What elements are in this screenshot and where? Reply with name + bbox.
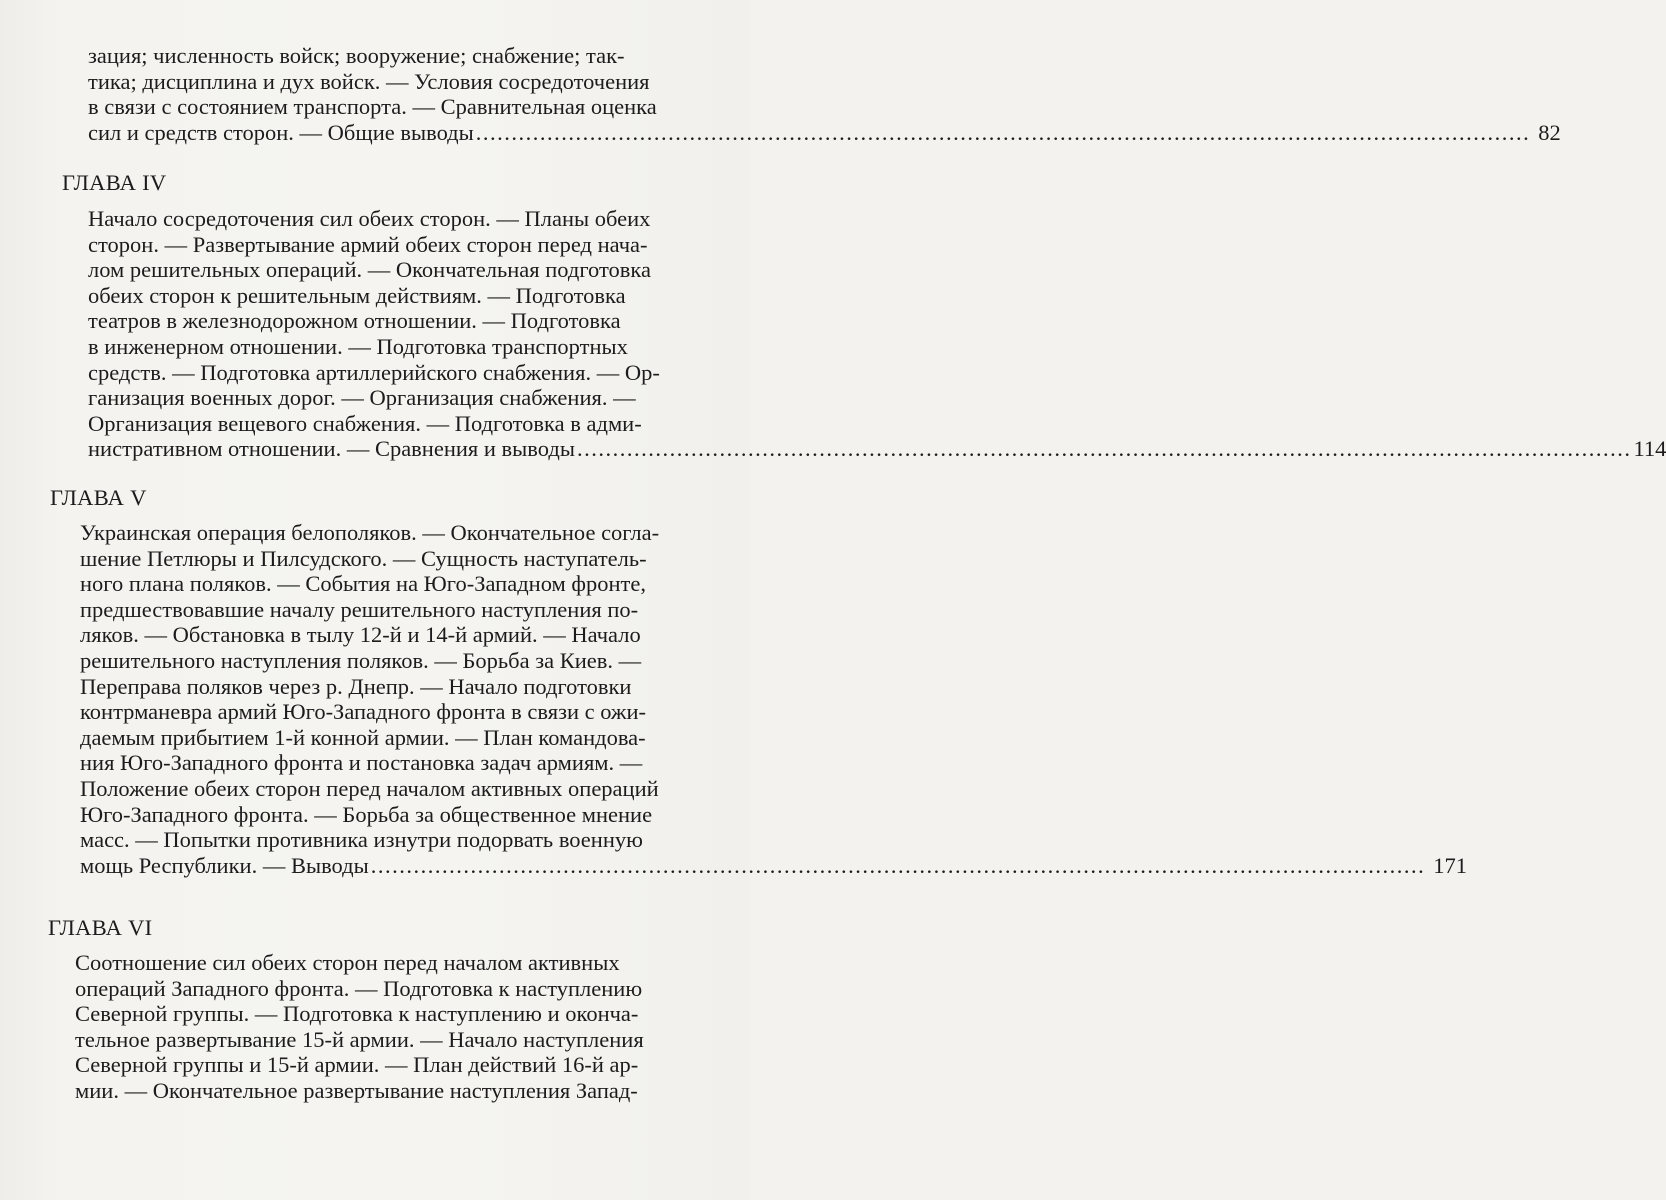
toc-line: решительного наступления поляков. — Борьба за Киев. —	[80, 647, 642, 673]
dot-leader: ....................................................................................................................................................	[475, 119, 1531, 145]
toc-line: контрманевра армий Юго-Западного фронта в связи с ожи-	[80, 699, 647, 725]
toc-line: Переправа поляков через р. Днепр. — Начало подготовки	[80, 673, 632, 699]
toc-line: Северной группы и 15-й армии. — План действий 16-й ар-	[75, 1052, 639, 1078]
toc-line: в связи с состоянием транспорта. — Сравнительная оценка	[88, 94, 657, 120]
toc-last-line	[88, 119, 1561, 146]
toc-entry-chapter-6	[75, 950, 695, 1104]
toc-line: обеих сторон к решительным действиям. — Подготовка	[88, 282, 626, 308]
toc-entry-chapter-5	[80, 520, 1467, 878]
toc-line: Украинская операция белополяков. — Окончательное согла-	[80, 520, 660, 545]
toc-line: даемым прибытием 1-й конной армии. — План командова-	[80, 724, 646, 750]
toc-line: сторон. — Развертывание армий обеих сторон перед нача-	[88, 231, 648, 257]
toc-line: ганизация военных дорог. — Организация снабжения. —	[88, 385, 636, 411]
toc-line: ляков. — Обстановка в тылу 12-й и 14-й армий. — Начало	[80, 622, 641, 648]
chapter-heading: ГЛАВА IV	[62, 170, 167, 195]
toc-line: в инженерном отношении. — Подготовка транспортных	[88, 333, 628, 359]
toc-line: шение Петлюры и Пилсудского. — Сущность наступатель-	[80, 545, 647, 571]
toc-line: нистративном отношении. — Сравнения и выводы	[88, 436, 575, 462]
toc-line: средств. — Подготовка артиллерийского снабжения. — Ор-	[88, 359, 660, 385]
toc-last-line	[88, 436, 1666, 462]
toc-line: операций Западного фронта. — Подготовка к наступлению	[75, 975, 643, 1001]
chapter-heading: ГЛАВА VI	[48, 915, 153, 940]
toc-line: тельное развертывание 15-й армии. — Начало наступления	[75, 1026, 644, 1052]
toc-line: мощь Республики. — Выводы	[80, 852, 369, 878]
toc-line: Организация вещевого снабжения. — Подготовка в адми-	[88, 410, 642, 436]
page-number: 114	[1633, 436, 1666, 462]
toc-line: масс. — Попытки противника изнутри подорвать военную	[80, 827, 643, 853]
toc-line: Юго-Западного фронта. — Борьба за общественное мнение	[80, 801, 653, 827]
toc-line: ного плана поляков. — События на Юго-Западном фронте,	[80, 571, 646, 597]
toc-line: сил и средств сторон. — Общие выводы	[88, 119, 474, 145]
toc-line: Соотношение сил обеих сторон перед началом активных	[75, 950, 620, 975]
page-number: 82	[1538, 119, 1561, 145]
toc-line: лом решительных операций. — Окончательная подготовка	[88, 257, 651, 283]
toc-line: театров в железнодорожном отношении. — Подготовка	[88, 308, 621, 334]
toc-line: мии. — Окончательное развертывание наступления Запад-	[75, 1077, 638, 1103]
chapter-heading: ГЛАВА V	[50, 485, 147, 510]
toc-last-line	[80, 852, 1467, 879]
toc-line: Северной группы. — Подготовка к наступлению и оконча-	[75, 1001, 639, 1027]
page-number: 171	[1433, 852, 1467, 878]
toc-line: Положение обеих сторон перед началом активных операций	[80, 775, 659, 801]
toc-entry-chapter-4	[88, 206, 1666, 462]
toc-entry-continuation	[88, 43, 1561, 145]
toc-line: предшествовавшие началу решительного наступления по-	[80, 596, 639, 622]
toc-line: тика; дисциплина и дух войск. — Условия сосредоточения	[88, 68, 650, 94]
dot-leader: ....................................................................................................................................................	[370, 852, 1426, 878]
dot-leader: ....................................................................................................................................................	[576, 436, 1632, 462]
toc-line: ния Юго-Западного фронта и постановка задач армиям. —	[80, 750, 643, 776]
toc-line: Начало сосредоточения сил обеих сторон. — Планы обеих	[88, 206, 651, 231]
toc-line: зация; численность войск; вооружение; снабжение; так-	[88, 43, 625, 68]
